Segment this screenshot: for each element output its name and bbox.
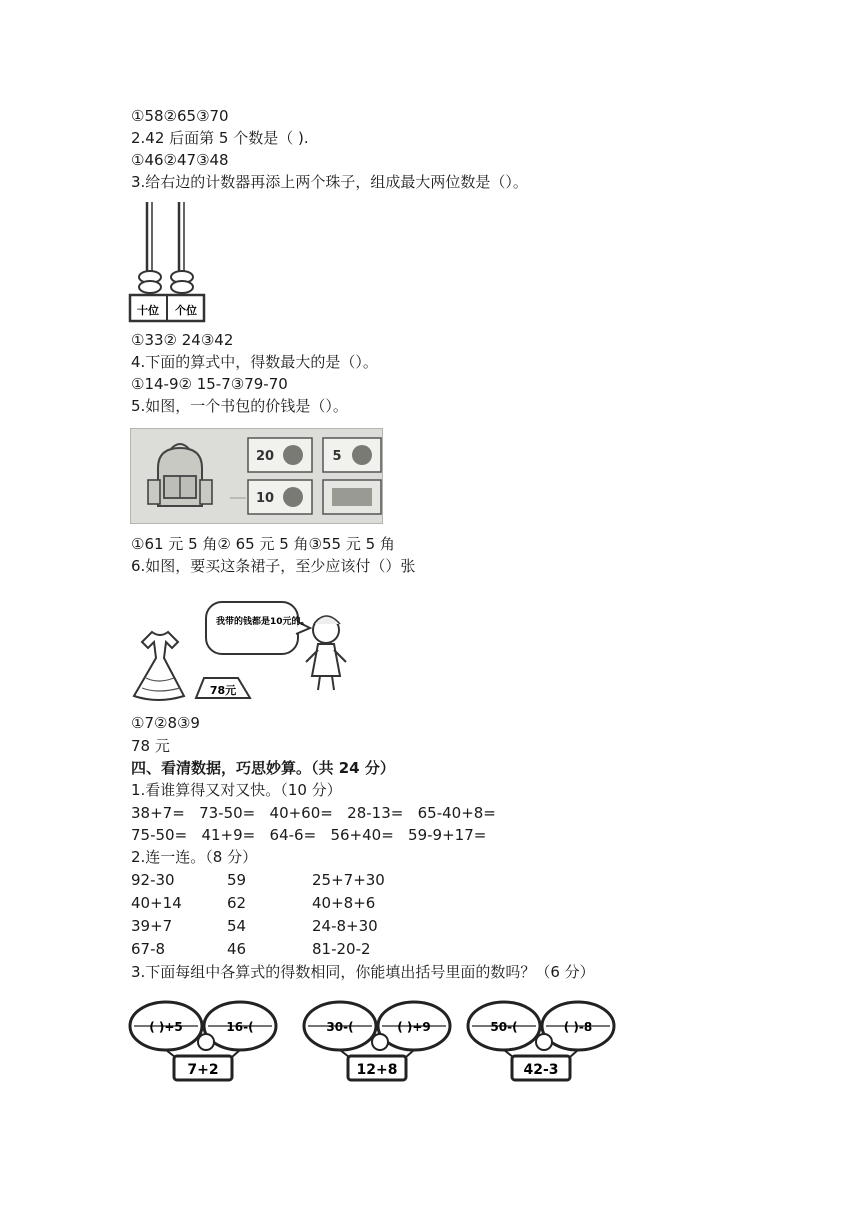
- dress-icon: [134, 632, 184, 700]
- question-6: 6.如图，要买这条裙子，至少应该付（）张: [131, 557, 416, 575]
- match-left-2: 40+14: [131, 894, 182, 912]
- question-3: 3.给右边的计数器再添上两个珠子，组成最大两位数是（）。: [131, 173, 528, 191]
- price-tag: [196, 678, 250, 698]
- options-q4: ①14-9② 15-7③79-70: [131, 375, 288, 393]
- question-4: 4.下面的算式中，得数最大的是（）。: [131, 353, 378, 371]
- section-4-heading: 四、看清数据，巧思妙算。（共 24 分）: [131, 759, 395, 777]
- speech-bubble: [206, 602, 310, 654]
- match-right-1: 25+7+30: [312, 871, 385, 889]
- balloon-1-basket: 7+2: [187, 1062, 219, 1078]
- subquestion-3: 3.下面每组中各算式的得数相同，你能填出括号里面的数吗？（6 分）: [131, 963, 595, 981]
- price-note: 78 元: [131, 737, 170, 755]
- balloon-2-left: 30-(: [326, 1020, 354, 1034]
- options-q6: ①7②8③9: [131, 714, 200, 732]
- match-left-1: 92-30: [131, 871, 175, 889]
- svg-text:10: 10: [255, 491, 275, 506]
- abacus-figure: [128, 198, 208, 326]
- schoolbag-money-figure: [130, 428, 383, 524]
- match-right-2: 40+8+6: [312, 894, 376, 912]
- match-right-4: 81-20-2: [312, 940, 371, 958]
- girl-icon: [306, 616, 346, 690]
- match-mid-1: 59: [227, 871, 247, 889]
- calc-row-2: 75-50= 41+9= 64-6= 56+40= 59-9+17=: [131, 826, 487, 844]
- options-q5: ①61 元 5 角② 65 元 5 角③55 元 5 角: [131, 535, 395, 553]
- question-2: 2.42 后面第 5 个数是（ ).: [131, 129, 309, 147]
- match-left-4: 67-8: [131, 940, 166, 958]
- match-right-3: 24-8+30: [312, 917, 378, 935]
- options-q2: ①46②47③48: [131, 151, 229, 169]
- balloon-2-basket: 12+8: [356, 1062, 398, 1078]
- calc-row-1: 38+7= 73-50= 40+60= 28-13= 65-40+8=: [131, 804, 496, 822]
- match-left-3: 39+7: [131, 917, 173, 935]
- svg-text:20: 20: [255, 449, 275, 464]
- banknote-small: [323, 480, 381, 514]
- balloon-1-right: 16-(: [226, 1020, 254, 1034]
- options-q3: ①33② 24③42: [131, 331, 234, 349]
- balloon-group-2: [302, 996, 462, 1084]
- match-mid-3: 54: [227, 917, 247, 935]
- svg-text:5: 5: [332, 449, 342, 464]
- balloon-3-left: 50-(: [490, 1020, 518, 1034]
- banknote-10: [248, 480, 312, 514]
- speech-text: 我带的钱都是10元的。: [216, 617, 310, 627]
- question-5: 5.如图，一个书包的价钱是（）。: [131, 397, 348, 415]
- balloon-3-basket: 42-3: [523, 1062, 559, 1078]
- subquestion-2: 2.连一连。（8 分）: [131, 848, 258, 866]
- dress-figure: [128, 598, 358, 710]
- balloon-1-left: ( )+5: [149, 1020, 183, 1034]
- match-mid-2: 62: [227, 894, 247, 912]
- balloon-2-right: ( )+9: [397, 1020, 431, 1034]
- options-q1: ①58②65③70: [131, 107, 229, 125]
- abacus-tens-label: 十位: [137, 304, 159, 317]
- banknote-20: [248, 438, 312, 472]
- svg-text:78元: 78元: [209, 684, 237, 697]
- balloon-group-3: [466, 996, 626, 1084]
- balloon-3-right: ( )-8: [563, 1020, 593, 1034]
- abacus-ones-label: 个位: [175, 304, 197, 317]
- match-mid-4: 46: [227, 940, 247, 958]
- banknote-5: [323, 438, 381, 472]
- subquestion-1: 1.看谁算得又对又快。（10 分）: [131, 781, 342, 799]
- balloon-group-1: [128, 996, 288, 1084]
